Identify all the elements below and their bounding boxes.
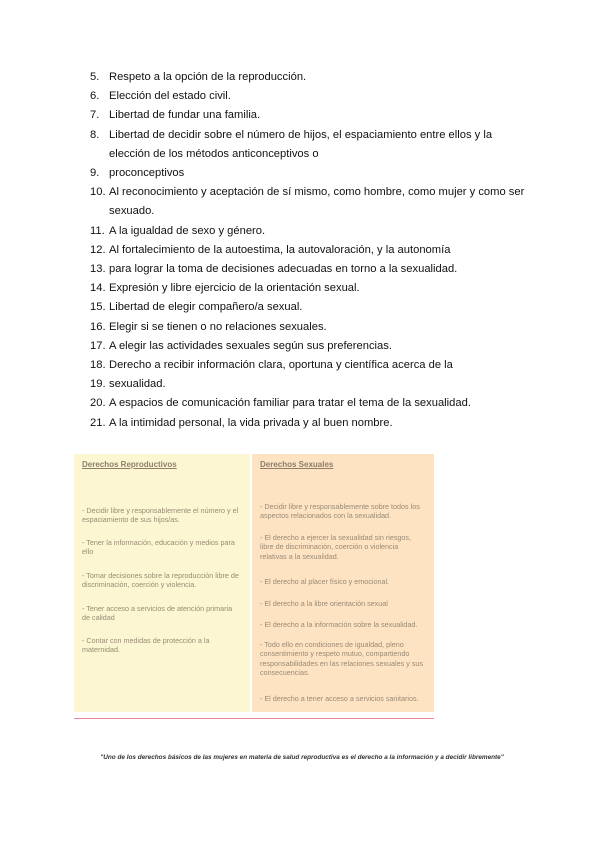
list-item: 14. Expresión y libre ejercicio de la orientación sexual. (90, 282, 360, 295)
list-item: 18. Derecho a recibir información clara, oportuna y científica acerca de la (90, 359, 453, 372)
list-item: 16. Elegir si se tienen o no relaciones sexuales. (90, 320, 327, 333)
sexual-right-item: - Decidir libre y responsablemente sobre todos los aspectos relacionados con la sexualidad. (260, 502, 420, 521)
rights-list (90, 68, 530, 433)
reproductive-right-item: - Tomar decisiones sobre la reproducción libre de discriminación, coerción y violencia. (82, 571, 239, 590)
sexual-rights-panel (252, 454, 434, 712)
reproductive-right-item: - Contar con medidas de protección a la maternidad. (82, 636, 210, 655)
reproductive-right-item: - Tener acceso a servicios de atención primaria de calidad (82, 604, 233, 623)
sexual-right-item: - El derecho al placer físico y emocional. (260, 577, 390, 586)
reproductive-right-item: - Tener la información, educación y medios para ello (82, 538, 235, 557)
list-item: 11. A la igualdad de sexo y género. (90, 224, 266, 237)
list-item: 20. A espacios de comunicación familiar para tratar el tema de la sexualidad. (90, 397, 471, 410)
sexual-right-item: - El derecho a la libre orientación sexual (260, 599, 388, 608)
sexual-right-item: - Todo ello en condiciones de igualdad, pleno consentimiento y respeto mutuo, compartiendo responsabilidades en las relaciones sexuales y sus consecuencias. (260, 640, 424, 678)
list-item: 17. A elegir las actividades sexuales según sus preferencias. (90, 339, 392, 352)
list-item: 19. sexualidad. (90, 378, 166, 391)
sexual-right-item: - El derecho a la información sobre la sexualidad. (260, 620, 418, 629)
sexual-rights-title: Derechos Sexuales (260, 460, 334, 469)
reproductive-rights-title: Derechos Reproductivos (82, 460, 177, 469)
divider (74, 718, 434, 719)
list-item: 13. para lograr la toma de decisiones adecuadas en torno a la sexualidad. (90, 263, 458, 276)
list-item: 10. Al reconocimiento y aceptación de sí mismo, como hombre, como mujer y como ser sexuado. (90, 186, 525, 218)
list-item: 6. Elección del estado civil. (90, 90, 231, 103)
list-item: 21. A la intimidad personal, la vida privada y al buen nombre. (90, 416, 393, 429)
footer-quote: "Uno de los derechos básicos de las mujeres en materia de salud reproductiva es el derecho a la información y a decidir libremente" (100, 754, 504, 761)
rights-comparison (74, 454, 434, 712)
sexual-right-item: - El derecho a tener acceso a servicios sanitarios. (260, 694, 419, 703)
list-item: 5. Respeto a la opción de la reproducción. (90, 71, 307, 83)
list-item: 15. Libertad de elegir compañero/a sexual. (90, 301, 303, 314)
list-item: 7. Libertad de fundar una familia. (90, 109, 261, 122)
list-item: 12. Al fortalecimiento de la autoestima, la autovaloración, y la autonomía (90, 243, 451, 256)
reproductive-rights-panel (74, 454, 250, 712)
list-item: 9. proconceptivos (90, 167, 185, 180)
reproductive-right-item: - Decidir libre y responsablemente el número y el espaciamiento de sus hijos/as. (82, 506, 239, 525)
list-item: 8. Libertad de decidir sobre el número de hijos, el espaciamiento entre ellos y la elección de los métodos anticonceptivos o (90, 128, 493, 160)
sexual-right-item: - El derecho a ejercer la sexualidad sin riesgos, libre de discriminación, coerción o violencia relativas a la sexualidad. (260, 533, 412, 561)
